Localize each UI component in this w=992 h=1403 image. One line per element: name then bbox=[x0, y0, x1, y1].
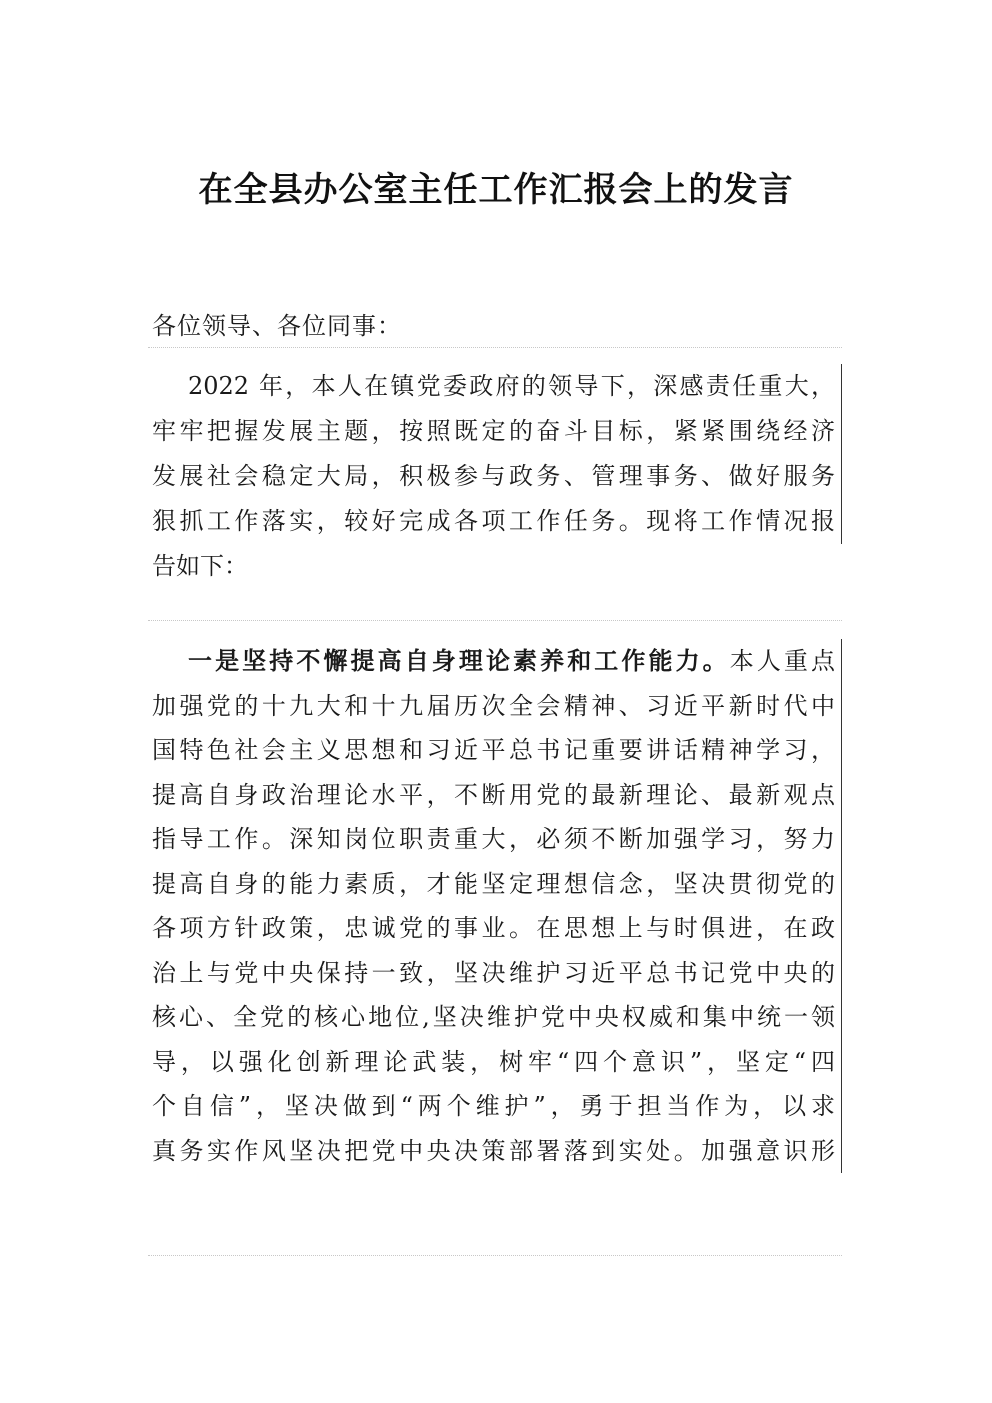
text-line: 个自信”，坚决做到“两个维护”，勇于担当作为，以求 bbox=[152, 1084, 842, 1129]
text-line: 狠抓工作落实，较好完成各项工作任务。现将工作情况报 bbox=[152, 499, 842, 544]
text-line: 核心、全党的核心地位,坚决维护党中央权威和集中统一领 bbox=[152, 995, 842, 1040]
text-line: 加强党的十九大和十九届历次全会精神、习近平新时代中 bbox=[152, 684, 842, 729]
text-line: 提高自身的能力素质，才能坚定理想信念，坚决贯彻党的 bbox=[152, 862, 842, 907]
text-line: 发展社会稳定大局，积极参与政务、管理事务、做好服务 bbox=[152, 454, 842, 499]
paragraph-first-point bbox=[152, 639, 842, 1173]
point-heading: 一是坚持不懈提高自身理论素养和工作能力。 bbox=[188, 647, 730, 675]
divider-line bbox=[148, 620, 842, 621]
salutation: 各位领导、各位同事： bbox=[152, 312, 402, 340]
text-line bbox=[152, 639, 842, 684]
divider-line bbox=[148, 347, 842, 348]
text-line: 各项方针政策，忠诚党的事业。在思想上与时俱进，在政 bbox=[152, 906, 842, 951]
paragraph-intro bbox=[152, 364, 842, 589]
text-line: 指导工作。深知岗位职责重大，必须不断加强学习，努力 bbox=[152, 817, 842, 862]
document-title: 在全县办公室主任工作汇报会上的发言 bbox=[198, 170, 794, 210]
text-line: 告如下： bbox=[152, 552, 248, 580]
text-line: 治上与党中央保持一致，坚决维护习近平总书记党中央的 bbox=[152, 951, 842, 996]
divider-line bbox=[148, 1255, 842, 1256]
point-heading-continuation: 本人重点 bbox=[729, 647, 836, 675]
text-line: 2022 年，本人在镇党委政府的领导下，深感责任重大， bbox=[152, 364, 842, 409]
text-line: 真务实作风坚决把党中央决策部署落到实处。加强意识形 bbox=[152, 1129, 842, 1174]
text-line: 导，以强化创新理论武装，树牢“四个意识”，坚定“四 bbox=[152, 1040, 842, 1085]
text-line: 国特色社会主义思想和习近平总书记重要讲话精神学习， bbox=[152, 728, 842, 773]
text-line: 牢牢把握发展主题，按照既定的奋斗目标，紧紧围绕经济 bbox=[152, 409, 842, 454]
text-line: 提高自身政治理论水平，不断用党的最新理论、最新观点 bbox=[152, 773, 842, 818]
